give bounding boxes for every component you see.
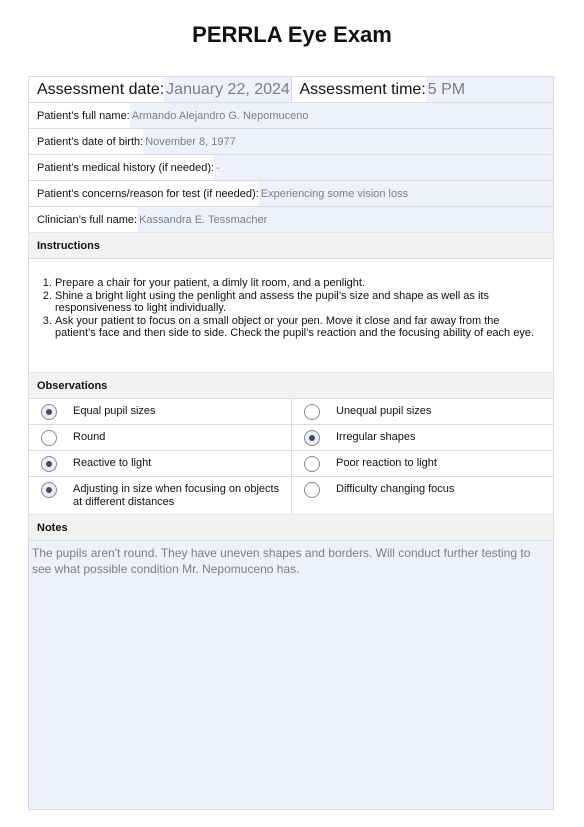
exam-form [28,76,554,810]
history-field[interactable]: - [214,155,553,180]
observation-row [28,450,554,476]
observation-row [28,476,554,514]
observation-label: Reactive to light [73,457,152,469]
observation-option[interactable] [29,399,291,424]
dob-row [28,128,554,154]
observation-label: Unequal pupil sizes [336,405,432,417]
assessment-time-label: Assessment time: [292,77,426,102]
observation-option[interactable] [291,477,553,514]
radio-dot-icon [309,435,315,441]
assessment-date-cell [29,77,291,102]
assessment-date-label: Assessment date: [29,77,164,102]
concerns-label: Patient’s concerns/reason for test (if needed): [29,181,259,206]
observation-label: Difficulty changing focus [336,483,455,495]
history-row [28,154,554,180]
history-label: Patient’s medical history (if needed): [29,155,214,180]
observation-option[interactable] [29,451,291,476]
radio-checked-icon[interactable] [41,482,57,498]
full-name-row [28,102,554,128]
instructions-body [28,258,554,372]
dob-field[interactable]: November 8, 1977 [143,129,553,154]
radio-dot-icon [46,409,52,415]
radio-checked-icon[interactable] [41,404,57,420]
radio-dot-icon [46,461,52,467]
assessment-row [28,76,554,102]
observation-label: Round [73,431,106,443]
observation-option[interactable] [29,477,291,514]
notes-heading: Notes [28,514,554,540]
observation-label: Poor reaction to light [336,457,437,469]
radio-checked-icon[interactable] [41,456,57,472]
observation-row [28,398,554,424]
full-name-label: Patient’s full name: [29,103,130,128]
radio-unchecked-icon[interactable] [41,430,57,446]
clinician-row [28,206,554,232]
radio-unchecked-icon[interactable] [304,456,320,472]
concerns-row [28,180,554,206]
observation-option[interactable] [291,425,553,450]
instructions-list [37,277,539,340]
observation-label: Adjusting in size when focusing on objects at different distances [73,483,280,508]
assessment-date-field[interactable]: January 22, 2024 [164,77,290,102]
assessment-time-cell [291,77,554,102]
clinician-label: Clinician’s full name: [29,207,137,232]
observation-option[interactable] [291,451,553,476]
full-name-field[interactable]: Armando Alejandro G. Nepomuceno [130,103,553,128]
observations-heading: Observations [28,372,554,398]
radio-dot-icon [46,487,52,493]
page-title: PERRLA Eye Exam [192,22,392,47]
concerns-field[interactable]: Experiencing some vision loss [259,181,553,206]
observation-label: Irregular shapes [336,431,416,443]
instructions-heading: Instructions [28,232,554,258]
instruction-step: 3. Ask your patient to focus on a small object or your pen. Move it close and far away from the patient’s face and then side to side. Check the pupil’s reaction and the focusing ability of each eye. [55,315,539,340]
observation-option[interactable] [29,425,291,450]
clinician-field[interactable]: Kassandra E. Tessmacher [137,207,553,232]
observations-grid [28,398,554,514]
instruction-step: 2. Shine a bright light using the penlight and assess the pupil’s size and shape as well as its responsiveness to light individually. [55,290,539,315]
radio-checked-icon[interactable] [304,430,320,446]
observation-option[interactable] [291,399,553,424]
observation-label: Equal pupil sizes [73,405,156,417]
dob-label: Patient’s date of birth: [29,129,143,154]
observation-row [28,424,554,450]
assessment-time-field[interactable]: 5 PM [426,77,553,102]
notes-field[interactable]: The pupils aren't round. They have uneven shapes and borders. Will conduct further testing to see what possible condition Mr. Nepomuceno has. [28,540,554,810]
radio-unchecked-icon[interactable] [304,482,320,498]
radio-unchecked-icon[interactable] [304,404,320,420]
instruction-step: 1. Prepare a chair for your patient, a dimly lit room, and a penlight. [55,277,539,290]
